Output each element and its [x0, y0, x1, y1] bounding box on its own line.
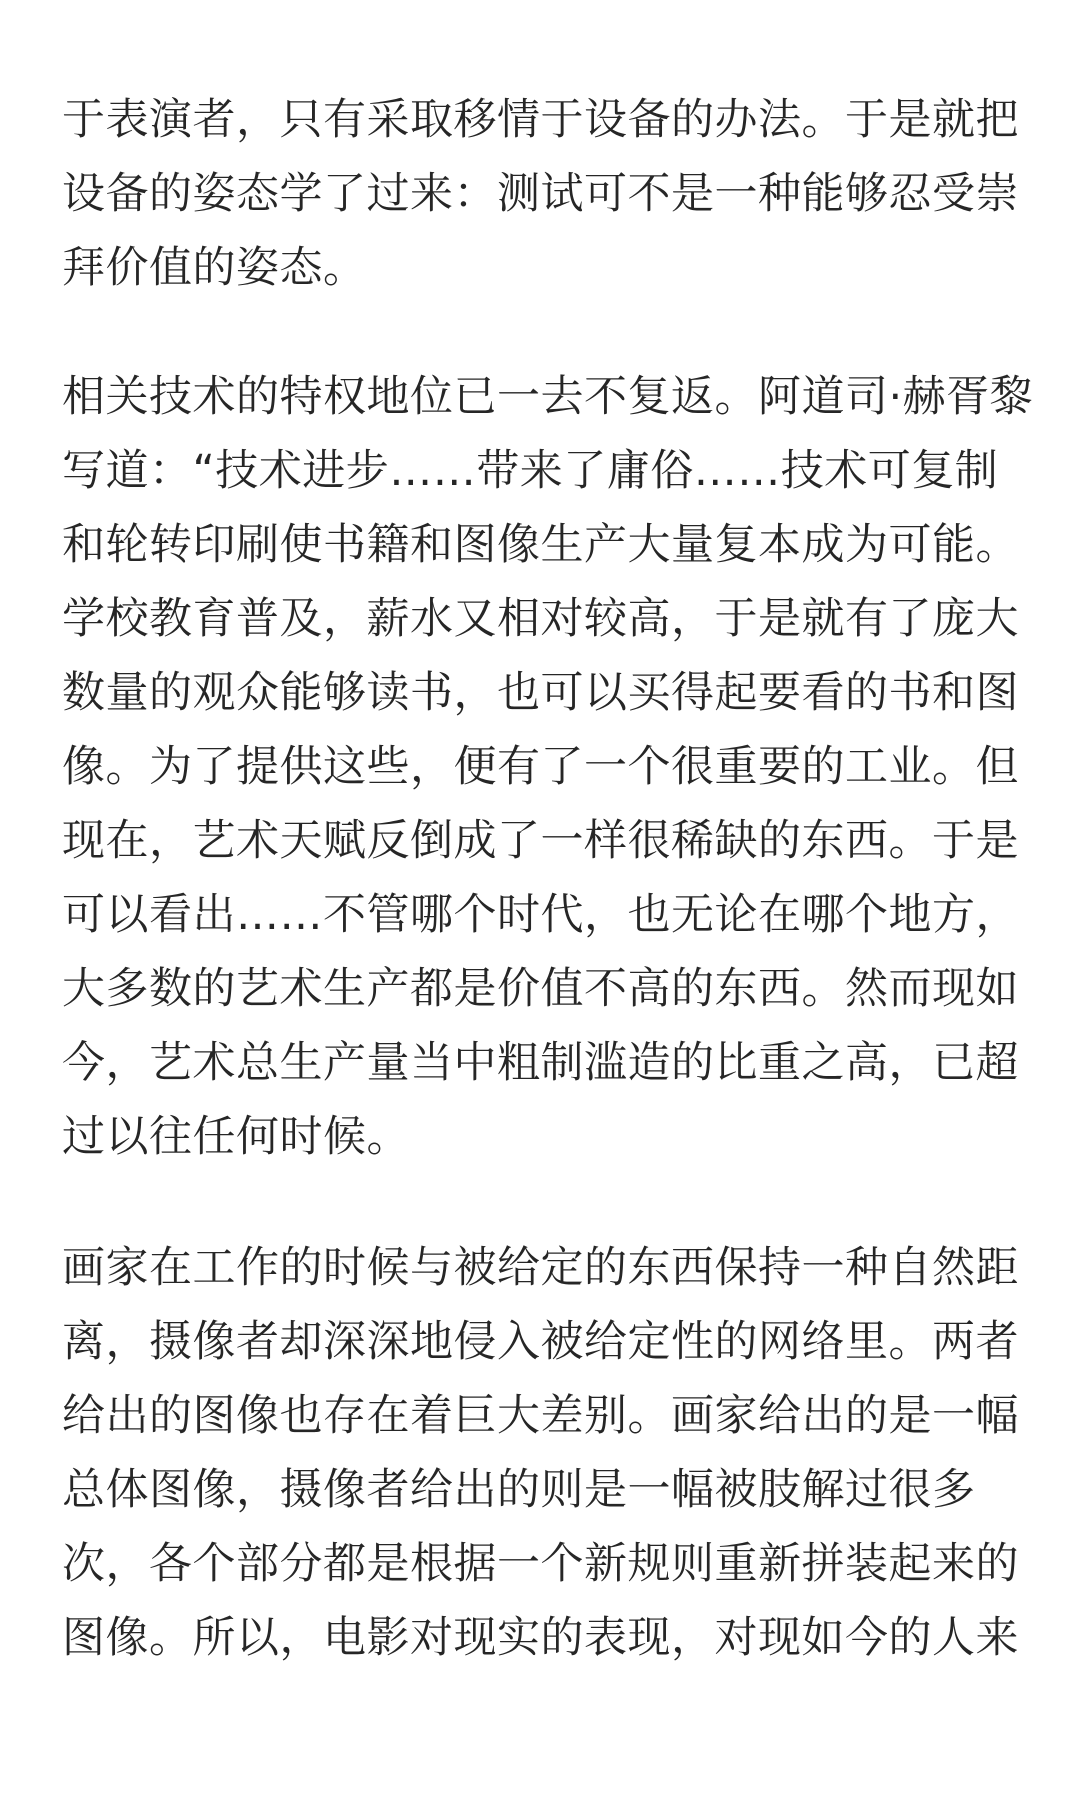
paragraph-2 — [62, 360, 1034, 1174]
text-line: 总体图像，摄像者给出的则是一幅被肢解过很多 — [62, 1465, 976, 1515]
text-line: 拜价值的姿态。 — [62, 243, 367, 293]
text-line: 于表演者，只有采取移情于设备的办法。于是就把 — [62, 95, 1019, 145]
text-line: 图像。所以，电影对现实的表现，对现如今的人来 — [62, 1613, 1019, 1663]
text-line: 画家在工作的时候与被给定的东西保持一种自然距 — [62, 1243, 1019, 1293]
text-line: 离，摄像者却深深地侵入被给定性的网络里。两者 — [62, 1317, 1019, 1367]
text-line: 今，艺术总生产量当中粗制滥造的比重之高，已超 — [62, 1038, 1019, 1088]
text-line: 给出的图像也存在着巨大差别。画家给出的是一幅 — [62, 1391, 1019, 1441]
text-line: 相关技术的特权地位已一去不复返。阿道司·赫胥黎 — [62, 372, 1034, 422]
paragraph-3 — [62, 1231, 1030, 1675]
text-line: 过以往任何时候。 — [62, 1112, 410, 1162]
text-line: 写道：“技术进步……带来了庸俗……技术可复制 — [62, 446, 999, 496]
text-line: 学校教育普及，薪水又相对较高，于是就有了庞大 — [62, 594, 1019, 644]
text-line: 可以看出……不管哪个时代，也无论在哪个地方， — [62, 890, 1019, 940]
text-line: 现在，艺术天赋反倒成了一样很稀缺的东西。于是 — [62, 816, 1019, 866]
text-line: 像。为了提供这些，便有了一个很重要的工业。但 — [62, 742, 1019, 792]
paragraph-1 — [62, 83, 1030, 305]
text-line: 大多数的艺术生产都是价值不高的东西。然而现如 — [62, 964, 1019, 1014]
text-line: 和轮转印刷使书籍和图像生产大量复本成为可能。 — [62, 520, 1019, 570]
text-line: 数量的观众能够读书，也可以买得起要看的书和图 — [62, 668, 1019, 718]
text-line: 次，各个部分都是根据一个新规则重新拼装起来的 — [62, 1539, 1019, 1589]
text-line: 设备的姿态学了过来：测试可不是一种能够忍受崇 — [62, 169, 1019, 219]
